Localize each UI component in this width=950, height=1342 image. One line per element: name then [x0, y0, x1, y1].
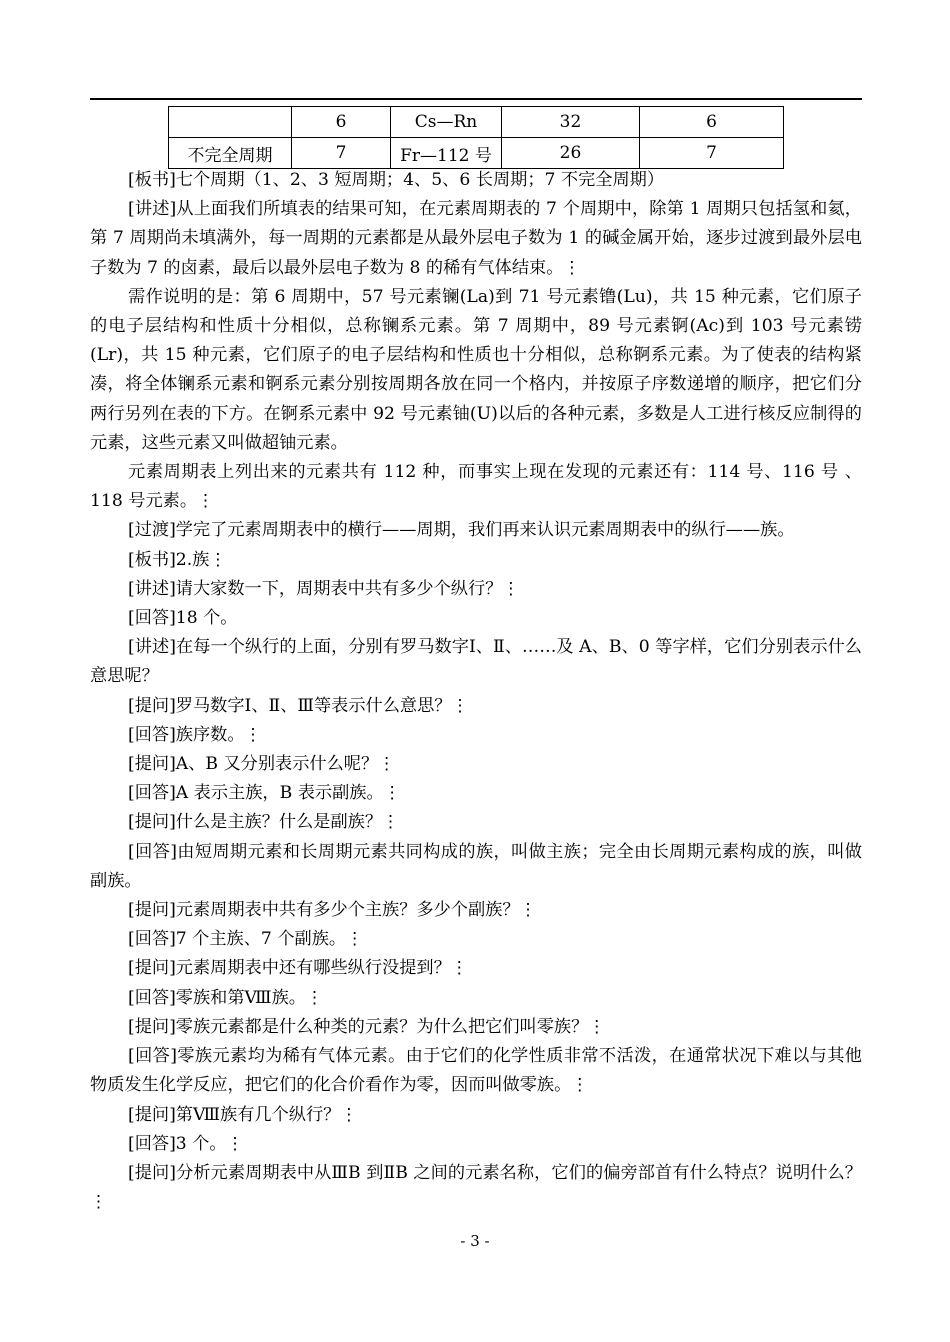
- paragraph: [回答]零族和第Ⅷ族。⋮: [128, 987, 324, 1008]
- paragraph: [回答]7 个主族、7 个副族。⋮: [128, 929, 364, 950]
- paragraph: [回答]族序数。⋮: [128, 724, 262, 745]
- paragraph: [提问]元素周期表中共有多少个主族？多少个副族？⋮: [128, 900, 537, 921]
- table-cell: 6: [640, 107, 784, 138]
- paragraph: [板书]2.族⋮: [128, 549, 227, 570]
- table-cell: Fr—112 号: [391, 138, 502, 169]
- period-table: [168, 106, 784, 169]
- paragraph: 需作说明的是：第 6 周期中，57 号元素镧(La)到 71 号元素镥(Lu)，共 15 种元素，它们原子的电子层结构和性质十分相似，总称镧系元素。第 7 周期中，89 号元素锕(Ac)到 103 号元素铹(Lr)，共 15 种元素，它们原子的电子层结构和性质也十分相似，总称锕系元素。为了使表的结构紧凑，将全体镧系元素和锕系元素分别按周期各放在同一个格内，并按原子序数递增的顺序，把它们分两行另列在表的下方。在锕系元素中 92 号元素铀(U)以后的各种元素，多数是人工进行核反应制得的元素，这些元素又叫做超铀元素。: [90, 286, 862, 453]
- paragraph: [回答]A 表示主族，B 表示副族。⋮: [128, 783, 401, 804]
- paragraph: [提问]分析元素周期表中从ⅢB 到ⅡB 之间的元素名称，它们的偏旁部首有什么特点？说明什么？⋮: [90, 1162, 862, 1213]
- table-cell: [169, 107, 292, 138]
- paragraph: [提问]元素周期表中还有哪些纵行没提到？⋮: [128, 958, 468, 979]
- table-cell: 6: [292, 107, 391, 138]
- table-row: [169, 107, 784, 138]
- table-cell: 26: [502, 138, 640, 169]
- table-cell: Cs—Rn: [391, 107, 502, 138]
- paragraph: [提问]第Ⅷ族有几个纵行？⋮: [128, 1104, 358, 1125]
- paragraph: [回答]18 个。: [128, 608, 238, 629]
- table-row: [169, 138, 784, 169]
- paragraph: [讲述]从上面我们所填表的结果可知，在元素周期表的 7 个周期中，除第 1 周期只包括氢和氦，第 7 周期尚未填满外，每一周期的元素都是从最外层电子数为 1 的碱金属开始，逐步过渡到最外层电子数为 7 的卤素，最后以最外层电子数为 8 的稀有气体结束。⋮: [90, 199, 862, 278]
- paragraph: [讲述]在每一个纵行的上面，分别有罗马数字Ⅰ、Ⅱ、……及 A、B、0 等字样，它们分别表示什么意思呢？: [90, 637, 862, 687]
- table-cell: 7: [640, 138, 784, 169]
- paragraph: [提问]罗马数字Ⅰ、Ⅱ、Ⅲ等表示什么意思？⋮: [128, 695, 469, 716]
- paragraph: [板书]七个周期（1、2、3 短周期；4、5、6 长周期；7 不完全周期）: [128, 170, 665, 190]
- table-cell: 7: [292, 138, 391, 169]
- paragraph: [提问]什么是主族？什么是副族？⋮: [128, 812, 400, 833]
- paragraph: [回答]3 个。⋮: [128, 1133, 244, 1154]
- table-cell: 32: [502, 107, 640, 138]
- paragraph: [过渡]学完了元素周期表中的横行——周期，我们再来认识元素周期表中的纵行——族。: [128, 520, 795, 541]
- paragraph: [讲述]请大家数一下，周期表中共有多少个纵行？⋮: [128, 578, 520, 599]
- paragraph: [回答]由短周期元素和长周期元素共同构成的族，叫做主族；完全由长周期元素构成的族，叫做副族。: [90, 841, 862, 891]
- paragraph: 元素周期表上列出来的元素共有 112 种，而事实上现在发现的元素还有：114 号、116 号 、118 号元素。⋮: [90, 462, 862, 512]
- paragraph: [回答]零族元素均为稀有气体元素。由于它们的化学性质非常不活泼，在通常状况下难以与其他物质发生化学反应，把它们的化合价看作为零，因而叫做零族。⋮: [90, 1046, 862, 1096]
- lesson-content: [90, 166, 862, 1217]
- paragraph: [提问]零族元素都是什么种类的元素？为什么把它们叫零族？⋮: [128, 1016, 606, 1037]
- page-number: - 3 -: [460, 1232, 490, 1250]
- table-cell: 不完全周期: [169, 138, 292, 169]
- header-rule: [90, 98, 862, 100]
- paragraph: [提问]A、B 又分别表示什么呢？⋮: [128, 754, 396, 775]
